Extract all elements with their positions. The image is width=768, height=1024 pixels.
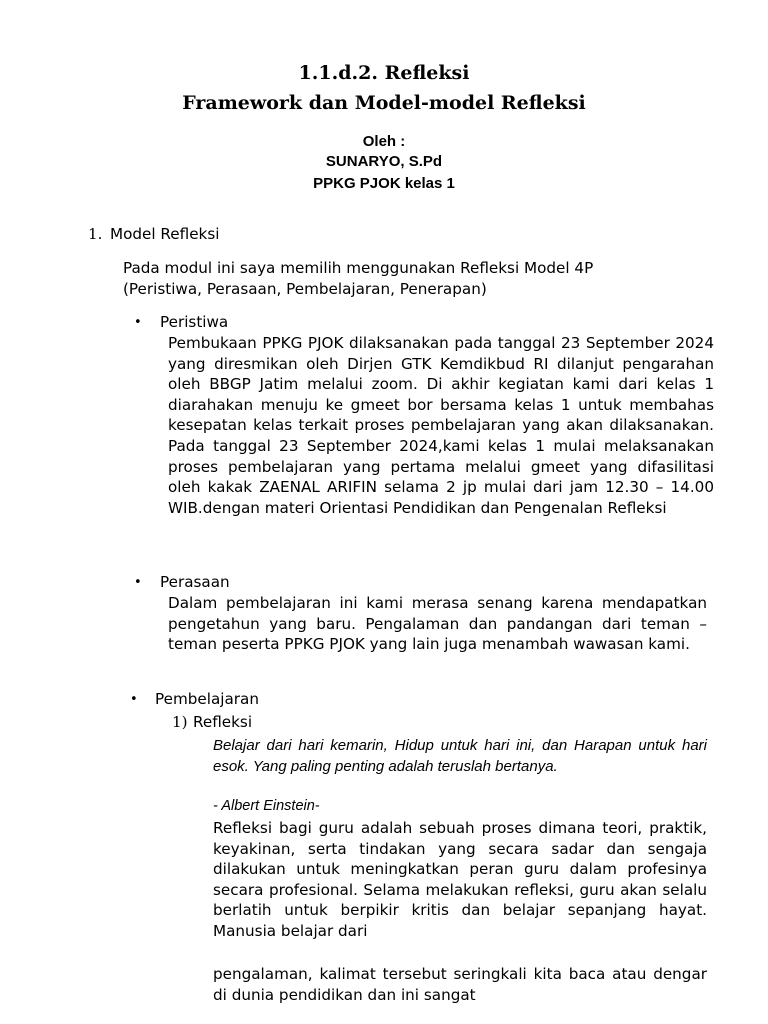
peristiwa-label: Peristiwa [160, 313, 229, 331]
program-name: PPKG PJOK kelas 1 [313, 175, 455, 192]
quote-author: - Albert Einstein- [213, 798, 320, 814]
perasaan-label: Perasaan [160, 573, 230, 591]
bullet-icon: • [130, 692, 138, 707]
intro-line-2: (Peristiwa, Perasaan, Pembelajaran, Penerapan) [123, 280, 487, 298]
perasaan-body: Dalam pembelajaran ini kami merasa senang karena mendapatkan pengetahun yang baru. Pengalaman dan pandangan dari teman – teman peserta PPKG PJOK yang lain juga menambah wawasan kami. [168, 594, 707, 654]
section-heading: Model Refleksi [110, 225, 220, 243]
sub-heading: Refleksi [193, 713, 253, 731]
intro-line-1: Pada modul ini saya memilih menggunakan Refleksi Model 4P [123, 259, 594, 277]
document-subtitle: Framework dan Model-model Refleksi [182, 92, 586, 114]
einstein-quote: Belajar dari hari kemarin, Hidup untuk hari ini, dan Harapan untuk hari esok. Yang paling penting adalah teruslah bertanya. [213, 737, 707, 775]
sub-number: 1) [172, 713, 188, 731]
peristiwa-body: Pembukaan PPKG PJOK dilaksanakan pada tanggal 23 September 2024 yang diresmikan oleh Dirjen GTK Kemdikbud RI dilanjut pengarahan oleh BBGP Jatim melalui zoom. Di akhir kegiatan kami dari kelas 1 diarahakan menuju ke gmeet bor bersama kelas 1 untuk membahas kesepatan kelas terkait proses pembelajaran yang akan dilaksanakan. Pada tanggal 23 September 2024,kami kelas 1 mulai melaksanakan proses pembelajaran yang pertama melalui gmeet yang difasilitasi oleh kakak ZAENAL ARIFIN selama 2 jp mulai dari jam 12.30 – 14.00 WIB.dengan materi Orientasi Pendidikan dan Pengenalan Refleksi [168, 334, 714, 517]
section-number: 1. [88, 225, 103, 243]
author-name: SUNARYO, S.Pd [325, 153, 443, 170]
pembelajaran-label: Pembelajaran [155, 690, 259, 708]
bullet-icon: • [134, 575, 142, 590]
document-title: 1.1.d.2. Refleksi [298, 62, 470, 84]
refleksi-paragraph-continued: pengalaman, kalimat tersebut seringkali kita baca atau dengar di dunia pendidikan dan ini sangat [213, 965, 707, 1004]
byline-label: Oleh : [362, 133, 406, 150]
bullet-icon: • [134, 315, 142, 330]
refleksi-paragraph: Refleksi bagi guru adalah sebuah proses dimana teori, praktik, keyakinan, serta tindakan yang secara sadar dan sengaja dilakukan untuk meningkatkan peran guru dalam profesinya secara profesional. Selama melakukan refleksi, guru akan selalu berlatih untuk berpikir kritis dan belajar sepanjang hayat. Manusia belajar dari [213, 819, 707, 940]
